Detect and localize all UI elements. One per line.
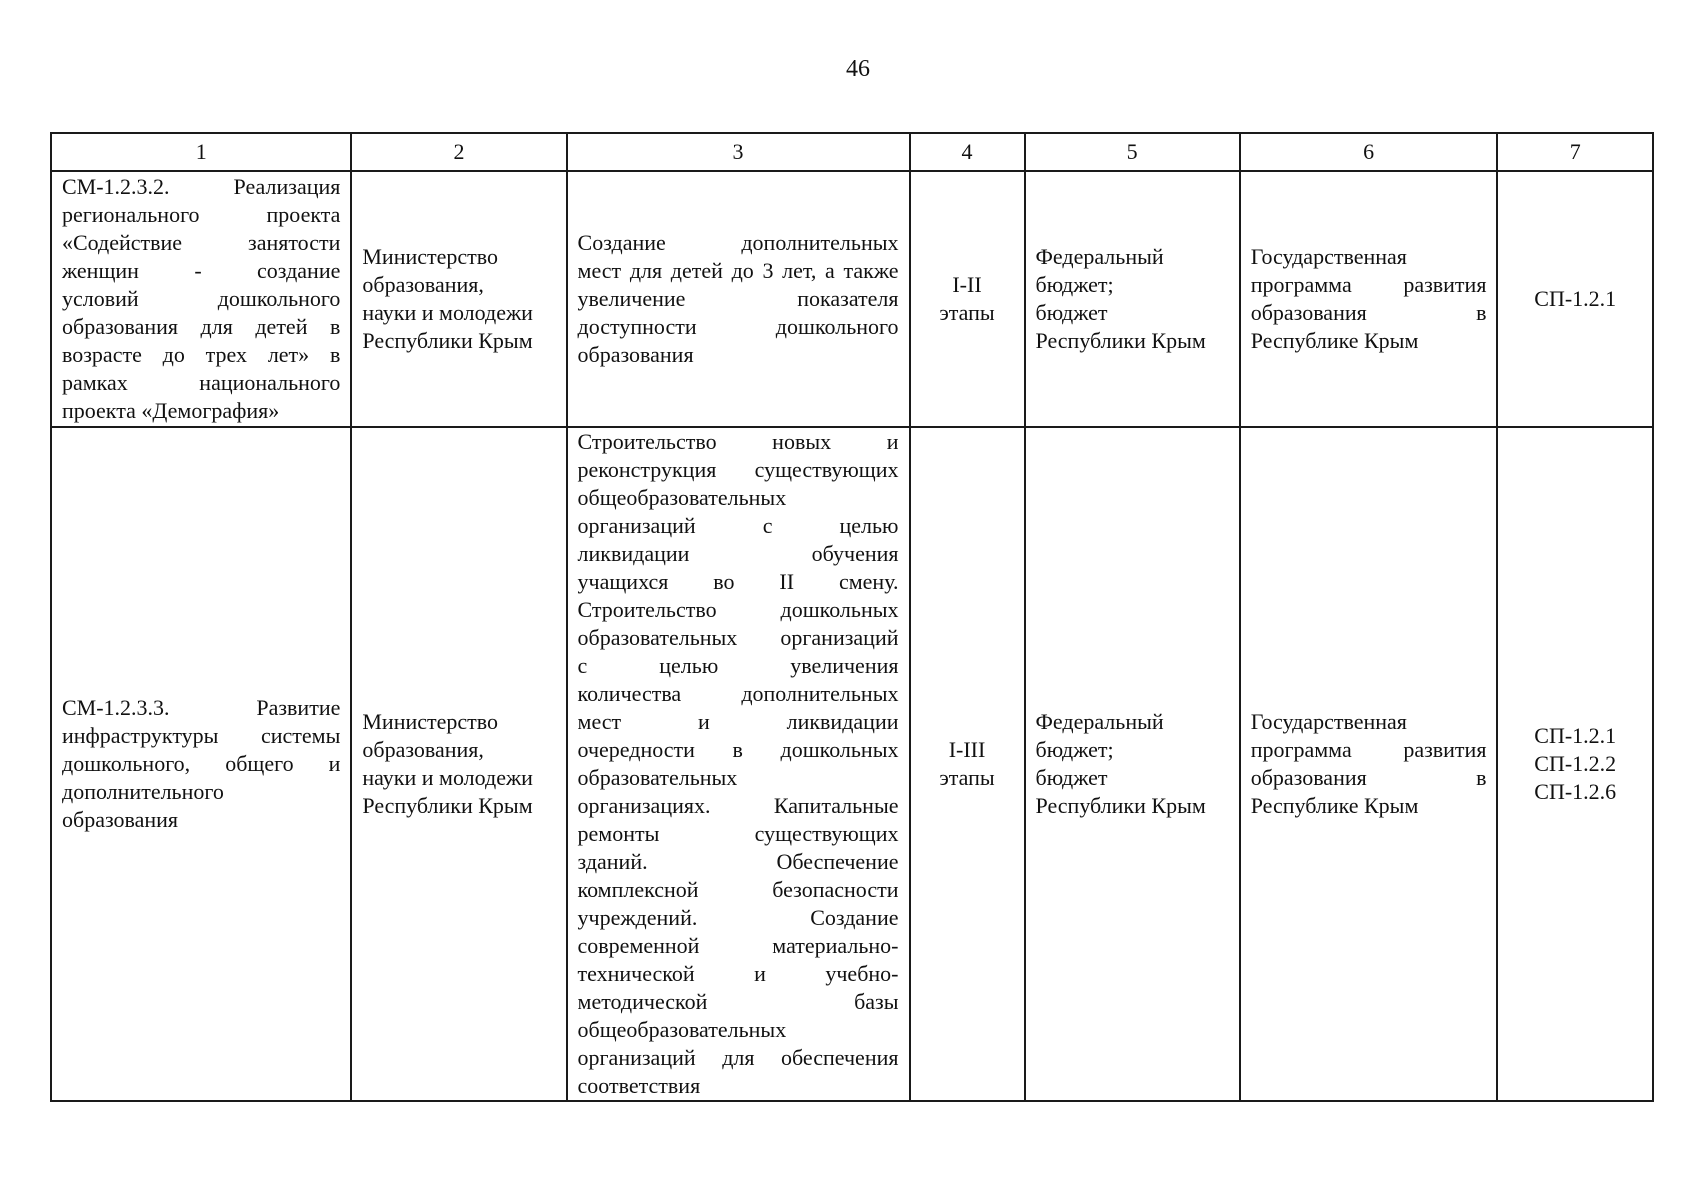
text-line: регионального проекта (62, 202, 341, 227)
text-line: Республики Крым (1035, 793, 1206, 818)
text-line: Министерство (362, 709, 499, 734)
funding-cell (1025, 427, 1240, 1101)
text-line: СП-1.2.1 (1534, 286, 1617, 311)
text-line: программа развития (1250, 737, 1487, 762)
text-line: комплексной безопасности (577, 877, 899, 902)
description-cell (567, 427, 910, 1101)
header-col-2: 2 (351, 133, 566, 171)
text-line: организациях. Капитальные (577, 793, 899, 818)
text-line: ремонты существующих (577, 821, 899, 846)
text-line: программа развития (1250, 272, 1487, 297)
text-line: организаций с целью (577, 513, 899, 538)
table-row (51, 427, 1653, 1101)
header-col-5: 5 (1025, 133, 1240, 171)
text-line: Республики Крым (362, 328, 533, 353)
text-line: Строительство дошкольных (577, 597, 899, 622)
text-line: методической базы (577, 989, 899, 1014)
text-line: образования, (362, 272, 484, 297)
text-line: мест для детей до 3 лет, а также (577, 258, 899, 283)
text-line: дополнительного (62, 779, 224, 804)
program-cell (1240, 427, 1498, 1101)
text-line: бюджет (1035, 765, 1108, 790)
text-line: современной материально- (577, 933, 899, 958)
measures-table (50, 132, 1654, 1102)
text-line: проекта «Демография» (62, 398, 280, 423)
program-cell (1240, 171, 1498, 427)
table-row (51, 171, 1653, 427)
header-col-3: 3 (567, 133, 910, 171)
text-line: с целью увеличения (577, 653, 899, 678)
text-line: Государственная (1250, 244, 1407, 269)
text-line: образования (577, 342, 694, 367)
text-line: технической и учебно- (577, 961, 899, 986)
text-line: общеобразовательных (577, 485, 787, 510)
text-line: этапы (939, 765, 995, 790)
text-line: учащихся во II смену. (577, 569, 899, 594)
text-line: образования (62, 807, 179, 832)
text-line: увеличение показателя (577, 286, 899, 311)
text-line: образовательных (577, 765, 738, 790)
indicator-cell (1497, 427, 1653, 1101)
text-line: инфраструктуры системы (62, 723, 341, 748)
header-col-6: 6 (1240, 133, 1498, 171)
text-line: науки и молодежи (362, 765, 533, 790)
header-col-7: 7 (1497, 133, 1653, 171)
description-cell (567, 171, 910, 427)
text-line: I-III (948, 737, 986, 762)
text-line: бюджет; (1035, 737, 1114, 762)
header-col-4: 4 (910, 133, 1025, 171)
text-line: образования, (362, 737, 484, 762)
text-line: этапы (939, 300, 995, 325)
text-line: ликвидации обучения (577, 541, 899, 566)
text-line: соответствия (577, 1073, 701, 1098)
text-line: Республики Крым (362, 793, 533, 818)
text-line: мест и ликвидации (577, 709, 899, 734)
responsible-cell (351, 427, 566, 1101)
text-line: Министерство (362, 244, 499, 269)
text-line: бюджет (1035, 300, 1108, 325)
text-line: Республике Крым (1250, 328, 1419, 353)
text-line: Республике Крым (1250, 793, 1419, 818)
text-line: реконструкция существующих (577, 457, 899, 482)
text-line: Федеральный (1035, 244, 1164, 269)
measure-name-cell (51, 427, 351, 1101)
text-line: количества дополнительных (577, 681, 899, 706)
text-line: учреждений. Создание (577, 905, 899, 930)
text-line: СМ-1.2.3.2. Реализация (62, 174, 341, 199)
text-line: возрасте до трех лет» в (62, 342, 341, 367)
text-line: I-II (952, 272, 982, 297)
text-line: Республики Крым (1035, 328, 1206, 353)
text-line: образования в (1250, 300, 1487, 325)
text-line: СП-1.2.6 (1534, 779, 1617, 804)
text-line: Государственная (1250, 709, 1407, 734)
text-line: женщин - создание (62, 258, 341, 283)
funding-cell (1025, 171, 1240, 427)
text-line: Федеральный (1035, 709, 1164, 734)
text-line: образовательных организаций (577, 625, 899, 650)
text-line: образования для детей в (62, 314, 341, 339)
text-line: Создание дополнительных (577, 230, 899, 255)
text-line: очередности в дошкольных (577, 737, 899, 762)
stages-cell (910, 427, 1025, 1101)
text-line: образования в (1250, 765, 1487, 790)
text-line: зданий. Обеспечение (577, 849, 899, 874)
text-line: организаций для обеспечения (577, 1045, 899, 1070)
responsible-cell (351, 171, 566, 427)
text-line: науки и молодежи (362, 300, 533, 325)
text-line: СП-1.2.1 (1534, 723, 1617, 748)
indicator-cell (1497, 171, 1653, 427)
text-line: условий дошкольного (62, 286, 341, 311)
table-header-row (51, 133, 1653, 171)
text-line: дошкольного, общего и (62, 751, 341, 776)
text-line: доступности дошкольного (577, 314, 899, 339)
text-line: общеобразовательных (577, 1017, 787, 1042)
measure-name-cell (51, 171, 351, 427)
text-line: Строительство новых и (577, 429, 899, 454)
header-col-1: 1 (51, 133, 351, 171)
text-line: «Содействие занятости (62, 230, 341, 255)
text-line: рамках национального (62, 370, 341, 395)
text-line: СМ-1.2.3.3. Развитие (62, 695, 341, 720)
stages-cell (910, 171, 1025, 427)
text-line: СП-1.2.2 (1534, 751, 1617, 776)
text-line: бюджет; (1035, 272, 1114, 297)
page-number: 46 (846, 56, 870, 82)
